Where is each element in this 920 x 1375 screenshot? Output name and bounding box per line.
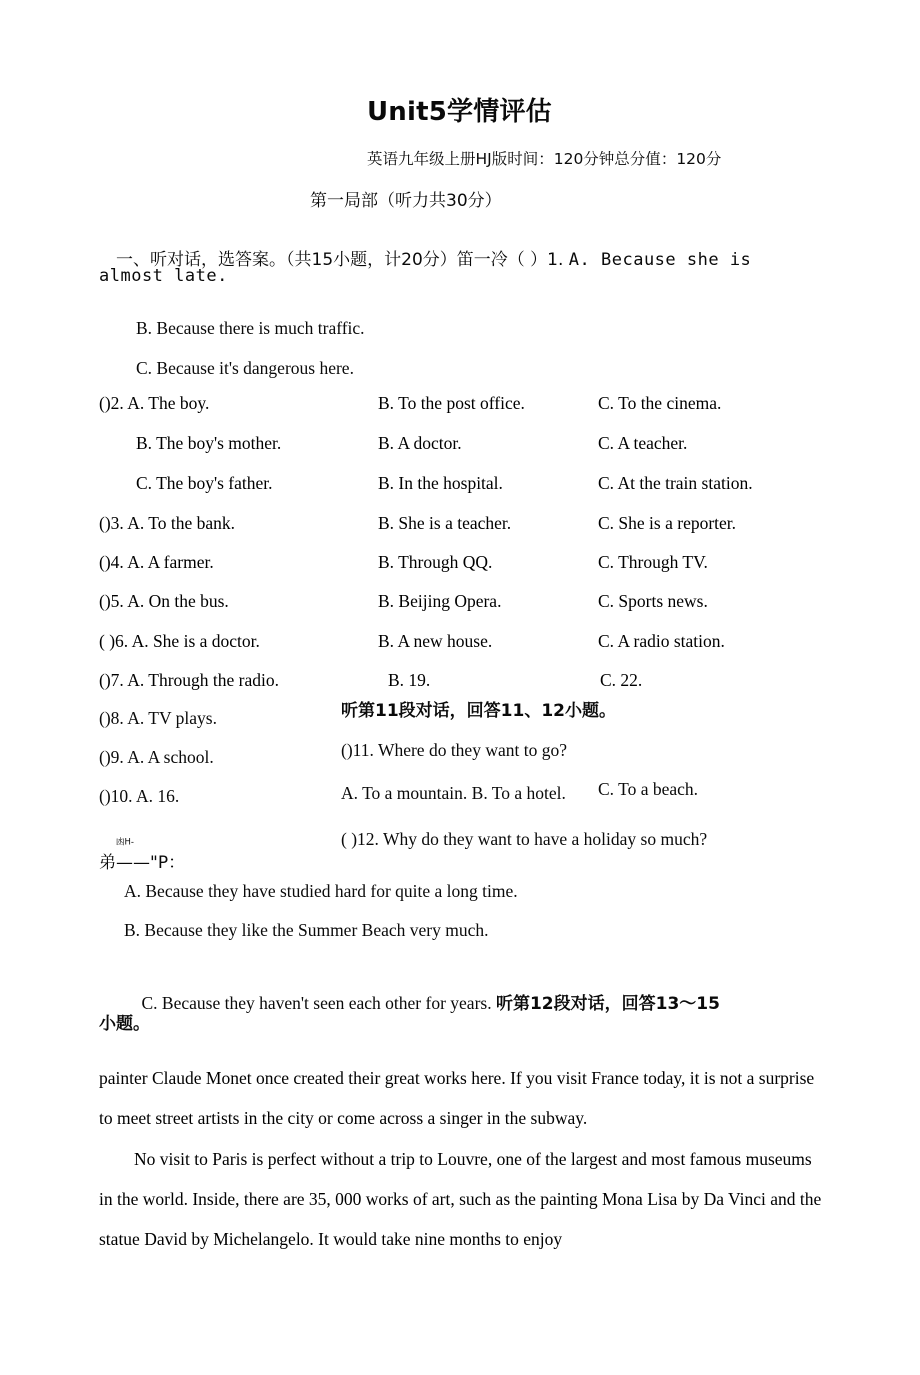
question-12-option-c [124,977,720,1030]
listening-instruction-12-wrap: 小题。 [99,1014,150,1034]
option-col-b: B. 19. [388,670,431,690]
instruction-mono-part: A. Because she is [568,250,752,270]
option-col-c: C. A radio station. [598,631,725,651]
scan-artifact-text [99,820,185,889]
option-col-b: B. Through QQ. [378,552,493,572]
option-col-a: ()2. A. The boy. [99,393,210,413]
option-line: C. Because it's dangerous here. [136,358,354,378]
option-col-a: ()9. A. A school. [99,747,214,767]
section-heading-part-one: 第一局部（听力共30分） [310,191,502,211]
option-col-b: B. She is a teacher. [378,513,512,533]
option-col-c: C. Through TV. [598,552,708,572]
reading-paragraph: painter Claude Monet once created their great works here. If you visit France today, it is not a surprise to meet street artists in the city or come across a singer in the subway. [99,1068,819,1128]
option-col-a: ()3. A. To the bank. [99,513,236,533]
question-11-options-ab [341,781,586,805]
option-col-c: C. A teacher. [598,433,688,453]
option-col-c: C. She is a reporter. [598,513,737,533]
question-11-option-ab-text: A. To a mountain. B. To a [341,783,523,803]
option-col-c: C. To the cinema. [598,393,722,413]
option-col-a: B. The boy's mother. [136,433,282,453]
option-col-a: ()7. A. Through the radio. [99,670,279,690]
option-col-a: ()4. A. A farmer. [99,552,214,572]
option-col-a: ()10. A. 16. [99,786,180,806]
scan-artifact-superscript: 凼H- [116,837,134,848]
page-title: Unit5学情评估 [367,97,552,127]
question-11-stem: ()11. Where do they want to go? [341,740,567,760]
instruction-cjk-part: 一、听对话，选答案。（共15小题，计20分）笛一冷（ ）1. [116,250,569,270]
option-col-b: B. Beijing Opera. [378,591,502,611]
option-col-b: B. A new house. [378,631,493,651]
option-col-b: B. To the post office. [378,393,525,413]
option-col-c: C. At the train station. [598,473,753,493]
question-11-option-c: C. To a beach. [598,779,699,799]
question-12-option-a: A. Because they have studied hard for quite a long time. [124,881,518,901]
option-col-a: ( )6. A. She is a doctor. [99,631,260,651]
listening-instruction-11: 听第11段对话，回答11、12小题。 [341,701,616,721]
question-11-option-b-wrap: hotel. [526,783,566,803]
option-col-c: C. 22. [600,670,643,690]
reading-paragraph: No visit to Paris is perfect without a trip to Louvre, one of the largest and most famous museums in the world. Inside, there are 35, 000 works of art, such as the painting Mona Lisa by Da Vinci and the statue David by Michelangelo. It would take nine months to enjoy [99,1149,826,1249]
question-12-stem: ( )12. Why do they want to have a holiday so much? [341,829,708,849]
option-col-b: B. In the hospital. [378,473,503,493]
option-line: B. Because there is much traffic. [136,318,365,338]
option-col-a: ()5. A. On the bus. [99,591,229,611]
option-col-a: ()8. A. TV plays. [99,708,217,728]
option-col-c: C. Sports news. [598,591,708,611]
listening-instruction-12: 听第12段对话，回答13〜15 [495,993,720,1014]
option-col-a: C. The boy's father. [136,473,273,493]
document-subtitle: 英语九年级上册HJ版时间：120分钟总分值：120分 [367,150,722,168]
question-12-option-c-text: C. Because they haven't seen each other for years. [141,992,496,1013]
option-col-b: B. A doctor. [378,433,462,453]
scan-artifact-main: 弟——"P： [99,853,186,873]
question-12-option-b: B. Because they like the Summer Beach very much. [124,920,489,940]
instruction-line-continuation: almost late. [99,266,228,286]
